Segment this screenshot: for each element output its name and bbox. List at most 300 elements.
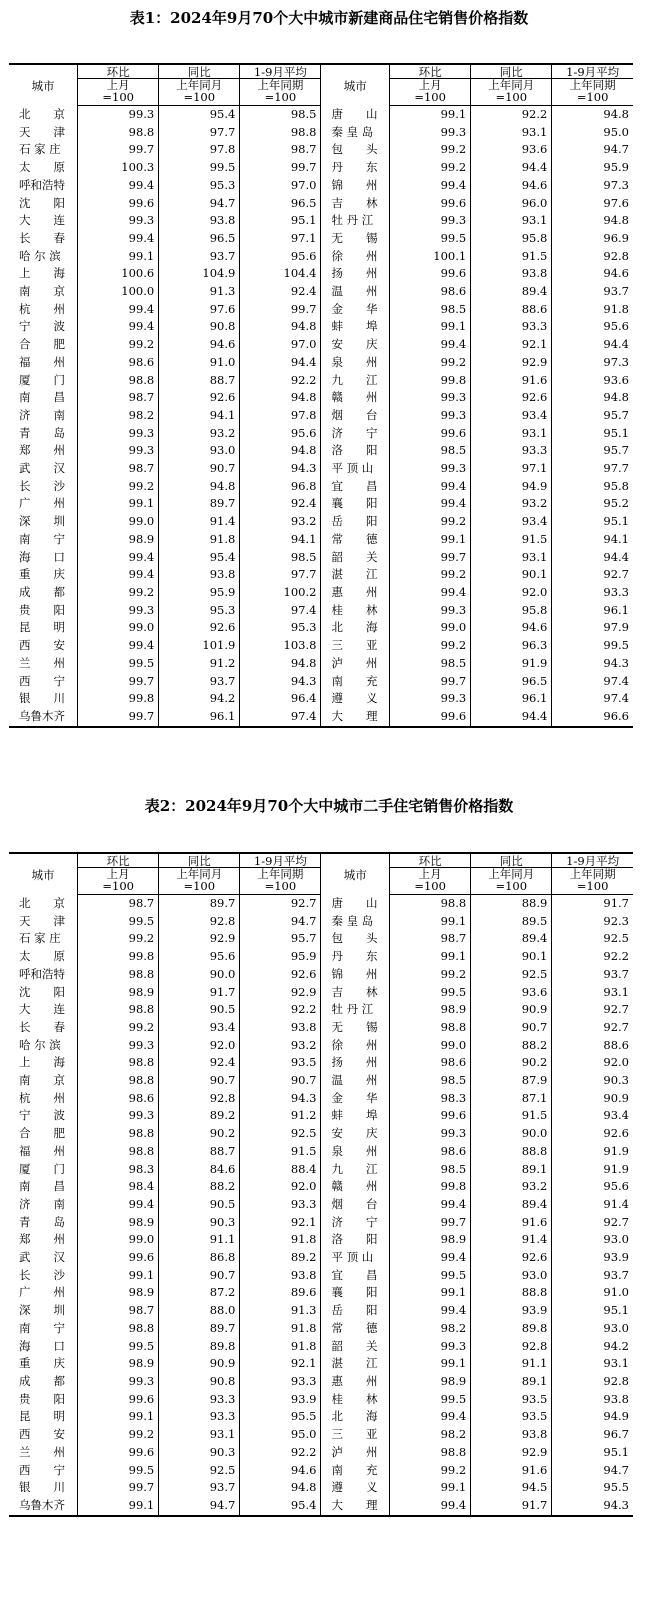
avg-value-cell: 94.3 xyxy=(552,655,633,673)
city-cell: 九 江 xyxy=(321,1161,390,1179)
table-row xyxy=(9,531,633,549)
mom-value-cell: 99.6 xyxy=(390,265,471,283)
avg-value-cell: 98.5 xyxy=(240,106,321,124)
yoy-value-cell: 96.1 xyxy=(471,690,552,708)
avg-value-cell: 95.0 xyxy=(552,124,633,142)
city-cell: 桂 林 xyxy=(321,602,390,620)
table-row xyxy=(9,1320,633,1338)
avg-value-cell: 94.1 xyxy=(240,531,321,549)
mom-value-cell: 99.2 xyxy=(78,930,159,948)
yoy-value-cell: 97.6 xyxy=(159,301,240,319)
avg-value-cell: 97.7 xyxy=(552,460,633,478)
city-cell: 蚌 埠 xyxy=(321,318,390,336)
yoy-value-cell: 91.0 xyxy=(159,354,240,372)
city-cell: 秦 皇 岛 xyxy=(321,913,390,931)
avg-value-cell: 92.1 xyxy=(240,1355,321,1373)
yoy-value-cell: 95.9 xyxy=(159,584,240,602)
avg-value-cell: 94.8 xyxy=(240,442,321,460)
mom-sub1-2: 上月 xyxy=(390,868,471,881)
mom-value-cell: 98.9 xyxy=(390,1001,471,1019)
yoy-value-cell: 95.8 xyxy=(471,230,552,248)
yoy-value-cell: 97.8 xyxy=(159,141,240,159)
city-cell: 无 锡 xyxy=(321,1019,390,1037)
city-cell: 福 州 xyxy=(19,354,65,369)
mom-value-cell: 98.3 xyxy=(78,1161,159,1179)
city-cell: 南 宁 xyxy=(19,1320,65,1335)
avg-value-cell: 94.1 xyxy=(552,531,633,549)
table-row xyxy=(9,1178,633,1196)
avg-value-cell: 90.3 xyxy=(552,1072,633,1090)
avg-sub2: =100 xyxy=(240,91,321,106)
city-cell: 成 都 xyxy=(19,1373,65,1388)
city-cell: 丹 东 xyxy=(321,948,390,966)
city-cell: 平 顶 山 xyxy=(321,460,390,478)
mom-value-cell: 98.7 xyxy=(78,895,159,913)
yoy-value-cell: 90.9 xyxy=(471,1001,552,1019)
city-header: 城市 xyxy=(9,853,78,895)
city-cell: 呼和浩特 xyxy=(19,966,65,981)
yoy-value-cell: 89.5 xyxy=(471,913,552,931)
mom-value-cell: 99.4 xyxy=(390,495,471,513)
city-cell: 昆 明 xyxy=(19,1409,65,1424)
city-cell: 兰 州 xyxy=(19,1444,65,1459)
yoy-value-cell: 88.7 xyxy=(159,1143,240,1161)
yoy-value-cell: 93.1 xyxy=(471,212,552,230)
city-cell: 大 连 xyxy=(19,1002,65,1017)
mom-value-cell: 98.9 xyxy=(78,1214,159,1232)
yoy-value-cell: 89.2 xyxy=(159,1107,240,1125)
mom-value-cell: 99.0 xyxy=(78,513,159,531)
avg-value-cell: 95.5 xyxy=(552,1479,633,1497)
avg-value-cell: 92.2 xyxy=(552,948,633,966)
avg-value-cell: 92.9 xyxy=(240,984,321,1002)
table-row xyxy=(9,1267,633,1285)
city-cell: 宁 波 xyxy=(19,319,65,334)
city-cell: 长 沙 xyxy=(19,1267,65,1282)
table-row xyxy=(9,478,633,496)
city-cell: 沈 阳 xyxy=(19,195,65,210)
mom-value-cell: 100.0 xyxy=(78,283,159,301)
avg-value-cell: 97.1 xyxy=(240,230,321,248)
city-cell: 大 理 xyxy=(321,708,390,727)
mom-value-cell: 99.3 xyxy=(78,442,159,460)
yoy-value-cell: 94.1 xyxy=(159,407,240,425)
mom-value-cell: 98.5 xyxy=(390,301,471,319)
city-cell: 北 海 xyxy=(321,1408,390,1426)
mom-value-cell: 98.7 xyxy=(78,1302,159,1320)
avg-value-cell: 93.0 xyxy=(552,1231,633,1249)
city-cell: 石 家 庄 xyxy=(19,142,61,157)
city-cell: 金 华 xyxy=(321,1090,390,1108)
city-cell: 深 圳 xyxy=(19,514,65,529)
city-cell: 广 州 xyxy=(19,1285,65,1300)
mom-value-cell: 98.8 xyxy=(78,1125,159,1143)
mom-value-cell: 99.7 xyxy=(78,673,159,691)
mom-value-cell: 98.3 xyxy=(390,1090,471,1108)
yoy-header: 同比 xyxy=(159,853,240,868)
yoy-value-cell: 93.7 xyxy=(159,1479,240,1497)
mom-value-cell: 99.1 xyxy=(390,318,471,336)
city-cell: 沈 阳 xyxy=(19,984,65,999)
yoy-value-cell: 84.6 xyxy=(159,1161,240,1179)
city-cell: 蚌 埠 xyxy=(321,1107,390,1125)
city-cell: 金 华 xyxy=(321,301,390,319)
yoy-sub1: 上年同月 xyxy=(159,79,240,92)
yoy-value-cell: 88.2 xyxy=(471,1037,552,1055)
mom-value-cell: 98.5 xyxy=(390,655,471,673)
avg-value-cell: 96.4 xyxy=(240,690,321,708)
mom-value-cell: 99.3 xyxy=(78,212,159,230)
yoy-value-cell: 94.8 xyxy=(159,478,240,496)
avg-value-cell: 97.4 xyxy=(552,690,633,708)
mom-value-cell: 99.1 xyxy=(390,106,471,124)
avg-value-cell: 92.0 xyxy=(240,1178,321,1196)
city-cell: 太 原 xyxy=(19,949,65,964)
avg-value-cell: 96.7 xyxy=(552,1426,633,1444)
table2-body xyxy=(9,895,633,1516)
avg-value-cell: 94.9 xyxy=(552,1408,633,1426)
yoy-value-cell: 88.0 xyxy=(159,1302,240,1320)
city-cell: 合 肥 xyxy=(19,337,65,352)
mom-value-cell: 98.5 xyxy=(390,442,471,460)
city-cell: 遵 义 xyxy=(321,1479,390,1497)
yoy-value-cell: 91.1 xyxy=(471,1355,552,1373)
yoy-value-cell: 95.3 xyxy=(159,177,240,195)
yoy-value-cell: 90.8 xyxy=(159,318,240,336)
mom-value-cell: 99.6 xyxy=(390,425,471,443)
city-cell: 安 庆 xyxy=(321,336,390,354)
yoy-value-cell: 91.6 xyxy=(471,1214,552,1232)
mom-value-cell: 99.5 xyxy=(78,1338,159,1356)
mom-sub2: =100 xyxy=(78,880,159,895)
table-row xyxy=(9,124,633,142)
avg-value-cell: 91.7 xyxy=(552,895,633,913)
table-row xyxy=(9,301,633,319)
table-row xyxy=(9,1408,633,1426)
avg-value-cell: 95.6 xyxy=(240,248,321,266)
city-cell: 武 汉 xyxy=(19,1250,65,1265)
avg-value-cell: 94.8 xyxy=(552,106,633,124)
city-cell: 平 顶 山 xyxy=(321,1249,390,1267)
yoy-value-cell: 90.7 xyxy=(159,1267,240,1285)
mom-value-cell: 99.2 xyxy=(78,336,159,354)
city-cell: 太 原 xyxy=(19,160,65,175)
mom-value-cell: 100.1 xyxy=(390,248,471,266)
yoy-value-cell: 93.0 xyxy=(159,442,240,460)
mom-value-cell: 99.1 xyxy=(390,531,471,549)
avg-value-cell: 99.7 xyxy=(240,159,321,177)
mom-value-cell: 99.5 xyxy=(390,1391,471,1409)
avg-value-cell: 103.8 xyxy=(240,637,321,655)
avg-value-cell: 93.7 xyxy=(552,283,633,301)
yoy-value-cell: 93.4 xyxy=(471,513,552,531)
yoy-sub1-2: 上年同月 xyxy=(471,79,552,92)
table-row xyxy=(9,1284,633,1302)
mom-value-cell: 98.4 xyxy=(78,1178,159,1196)
city-cell: 惠 州 xyxy=(321,584,390,602)
mom-value-cell: 99.7 xyxy=(390,549,471,567)
avg-value-cell: 94.7 xyxy=(552,141,633,159)
mom-value-cell: 98.6 xyxy=(78,1090,159,1108)
mom-value-cell: 99.4 xyxy=(78,637,159,655)
table-row xyxy=(9,708,633,727)
table-row xyxy=(9,407,633,425)
city-cell: 南 充 xyxy=(321,1462,390,1480)
yoy-value-cell: 93.1 xyxy=(471,549,552,567)
avg-value-cell: 93.8 xyxy=(552,1391,633,1409)
city-cell: 宜 昌 xyxy=(321,1267,390,1285)
yoy-value-cell: 93.3 xyxy=(159,1408,240,1426)
avg-value-cell: 96.9 xyxy=(552,230,633,248)
yoy-sub2: =100 xyxy=(159,880,240,895)
city-cell: 吉 林 xyxy=(321,984,390,1002)
yoy-value-cell: 90.7 xyxy=(471,1019,552,1037)
mom-value-cell: 99.2 xyxy=(390,637,471,655)
city-cell: 海 口 xyxy=(19,1338,65,1353)
mom-value-cell: 99.3 xyxy=(390,389,471,407)
yoy-value-cell: 93.6 xyxy=(471,984,552,1002)
avg-value-cell: 94.8 xyxy=(240,389,321,407)
mom-value-cell: 98.5 xyxy=(390,1161,471,1179)
table-row xyxy=(9,1355,633,1373)
yoy-value-cell: 89.4 xyxy=(471,930,552,948)
mom-value-cell: 98.6 xyxy=(78,354,159,372)
yoy-value-cell: 87.9 xyxy=(471,1072,552,1090)
city-header: 城市 xyxy=(9,64,78,106)
city-cell: 南 昌 xyxy=(19,1179,65,1194)
mom-value-cell: 99.5 xyxy=(78,913,159,931)
table-row xyxy=(9,619,633,637)
avg-value-cell: 94.6 xyxy=(240,1462,321,1480)
yoy-sub2-2: =100 xyxy=(471,880,552,895)
yoy-value-cell: 90.2 xyxy=(159,1125,240,1143)
city-cell: 牡 丹 江 xyxy=(321,212,390,230)
avg-value-cell: 90.9 xyxy=(552,1090,633,1108)
table-row xyxy=(9,1019,633,1037)
yoy-value-cell: 95.4 xyxy=(159,106,240,124)
avg-value-cell: 91.3 xyxy=(240,1302,321,1320)
mom-value-cell: 98.8 xyxy=(78,1001,159,1019)
avg-value-cell: 89.2 xyxy=(240,1249,321,1267)
table-row xyxy=(9,566,633,584)
city-cell: 安 庆 xyxy=(321,1125,390,1143)
city-cell: 长 春 xyxy=(19,1019,65,1034)
yoy-value-cell: 93.8 xyxy=(159,566,240,584)
yoy-value-cell: 92.6 xyxy=(159,389,240,407)
mom-value-cell: 98.9 xyxy=(78,1284,159,1302)
yoy-value-cell: 92.6 xyxy=(471,389,552,407)
city-cell: 呼和浩特 xyxy=(19,177,65,192)
city-cell: 西 宁 xyxy=(19,1462,65,1477)
city-cell: 南 京 xyxy=(19,284,65,299)
table-row xyxy=(9,1497,633,1516)
table1 xyxy=(9,63,633,728)
mom-value-cell: 99.2 xyxy=(390,513,471,531)
mom-value-cell: 98.8 xyxy=(78,372,159,390)
city-cell: 昆 明 xyxy=(19,620,65,635)
mom-value-cell: 98.8 xyxy=(390,1444,471,1462)
avg-value-cell: 98.8 xyxy=(240,124,321,142)
avg-value-cell: 97.4 xyxy=(552,673,633,691)
mom-value-cell: 99.4 xyxy=(390,1196,471,1214)
yoy-value-cell: 92.0 xyxy=(159,1037,240,1055)
yoy-value-cell: 92.9 xyxy=(159,930,240,948)
mom-value-cell: 98.8 xyxy=(78,1054,159,1072)
yoy-value-cell: 92.0 xyxy=(471,584,552,602)
table-row xyxy=(9,425,633,443)
mom-value-cell: 99.3 xyxy=(390,1338,471,1356)
city-cell: 唐 山 xyxy=(321,106,390,124)
yoy-value-cell: 99.5 xyxy=(159,159,240,177)
avg-value-cell: 95.8 xyxy=(552,478,633,496)
avg-value-cell: 93.3 xyxy=(240,1196,321,1214)
yoy-value-cell: 92.9 xyxy=(471,1444,552,1462)
city-cell: 唐 山 xyxy=(321,895,390,913)
mom-value-cell: 99.2 xyxy=(390,566,471,584)
yoy-value-cell: 96.0 xyxy=(471,195,552,213)
avg-value-cell: 95.4 xyxy=(240,1497,321,1516)
table-row xyxy=(9,495,633,513)
yoy-value-cell: 91.6 xyxy=(471,1462,552,1480)
avg-value-cell: 92.1 xyxy=(240,1214,321,1232)
table-row xyxy=(9,265,633,283)
yoy-value-cell: 93.5 xyxy=(471,1408,552,1426)
yoy-value-cell: 94.4 xyxy=(471,159,552,177)
avg-value-cell: 94.4 xyxy=(240,354,321,372)
city-cell: 哈 尔 滨 xyxy=(19,1037,61,1052)
avg-value-cell: 95.9 xyxy=(552,159,633,177)
yoy-value-cell: 90.9 xyxy=(159,1355,240,1373)
mom-value-cell: 100.3 xyxy=(78,159,159,177)
city-cell: 韶 关 xyxy=(321,549,390,567)
city-cell: 丹 东 xyxy=(321,159,390,177)
city-cell: 洛 阳 xyxy=(321,1231,390,1249)
yoy-value-cell: 97.7 xyxy=(159,124,240,142)
mom-value-cell: 99.4 xyxy=(78,301,159,319)
mom-value-cell: 99.6 xyxy=(390,195,471,213)
city-cell: 厦 门 xyxy=(19,372,65,387)
avg-value-cell: 92.2 xyxy=(240,1444,321,1462)
city-cell: 宁 波 xyxy=(19,1108,65,1123)
avg-value-cell: 93.6 xyxy=(552,372,633,390)
yoy-value-cell: 88.7 xyxy=(159,372,240,390)
table-row xyxy=(9,1391,633,1409)
avg-value-cell: 95.6 xyxy=(552,1178,633,1196)
avg-value-cell: 97.9 xyxy=(552,619,633,637)
yoy-value-cell: 90.3 xyxy=(159,1444,240,1462)
city-cell: 徐 州 xyxy=(321,1037,390,1055)
table-row xyxy=(9,948,633,966)
city-cell: 烟 台 xyxy=(321,1196,390,1214)
mom-value-cell: 98.7 xyxy=(78,389,159,407)
avg-value-cell: 93.0 xyxy=(552,1320,633,1338)
avg-value-cell: 91.9 xyxy=(552,1143,633,1161)
yoy-value-cell: 93.5 xyxy=(471,1391,552,1409)
yoy-value-cell: 93.4 xyxy=(159,1019,240,1037)
table-row xyxy=(9,549,633,567)
table-row xyxy=(9,1090,633,1108)
avg-value-cell: 95.1 xyxy=(552,1444,633,1462)
avg-value-cell: 91.8 xyxy=(240,1338,321,1356)
mom-sub2: =100 xyxy=(78,91,159,106)
yoy-value-cell: 91.1 xyxy=(159,1231,240,1249)
table-row xyxy=(9,389,633,407)
city-cell: 广 州 xyxy=(19,496,65,511)
avg-value-cell: 93.9 xyxy=(240,1391,321,1409)
avg-value-cell: 94.8 xyxy=(552,212,633,230)
avg-value-cell: 92.7 xyxy=(240,895,321,913)
table-row xyxy=(9,966,633,984)
city-cell: 宜 昌 xyxy=(321,478,390,496)
mom-value-cell: 99.4 xyxy=(390,584,471,602)
mom-value-cell: 99.1 xyxy=(390,913,471,931)
avg-value-cell: 92.5 xyxy=(552,930,633,948)
yoy-value-cell: 91.5 xyxy=(471,1107,552,1125)
yoy-value-cell: 96.3 xyxy=(471,637,552,655)
avg-value-cell: 94.8 xyxy=(240,655,321,673)
city-cell: 大 理 xyxy=(321,1497,390,1516)
avg-value-cell: 92.7 xyxy=(552,566,633,584)
city-cell: 厦 门 xyxy=(19,1161,65,1176)
city-cell: 惠 州 xyxy=(321,1373,390,1391)
mom-value-cell: 99.7 xyxy=(78,708,159,727)
yoy-value-cell: 91.7 xyxy=(471,1497,552,1516)
avg-value-cell: 97.3 xyxy=(552,354,633,372)
mom-value-cell: 99.4 xyxy=(390,336,471,354)
yoy-value-cell: 89.8 xyxy=(159,1338,240,1356)
city-cell: 贵 阳 xyxy=(19,1391,65,1406)
city-header-2: 城市 xyxy=(321,853,390,895)
mom-sub1-2: 上月 xyxy=(390,79,471,92)
avg-value-cell: 93.3 xyxy=(240,1373,321,1391)
city-cell: 济 宁 xyxy=(321,1214,390,1232)
avg-value-cell: 96.8 xyxy=(240,478,321,496)
city-cell: 青 岛 xyxy=(19,1214,65,1229)
mom-value-cell: 98.7 xyxy=(78,460,159,478)
yoy-value-cell: 90.1 xyxy=(471,948,552,966)
yoy-value-cell: 104.9 xyxy=(159,265,240,283)
avg-value-cell: 91.4 xyxy=(552,1196,633,1214)
yoy-value-cell: 90.7 xyxy=(159,1072,240,1090)
yoy-value-cell: 92.4 xyxy=(159,1054,240,1072)
yoy-value-cell: 88.8 xyxy=(471,1143,552,1161)
city-cell: 泉 州 xyxy=(321,354,390,372)
yoy-value-cell: 94.6 xyxy=(159,336,240,354)
mom-value-cell: 99.6 xyxy=(390,708,471,727)
city-cell: 长 沙 xyxy=(19,478,65,493)
city-cell: 北 海 xyxy=(321,619,390,637)
avg-value-cell: 97.7 xyxy=(240,566,321,584)
avg-value-cell: 95.3 xyxy=(240,619,321,637)
table-row xyxy=(9,1161,633,1179)
city-cell: 贵 阳 xyxy=(19,602,65,617)
city-cell: 重 庆 xyxy=(19,1356,65,1371)
yoy-value-cell: 94.2 xyxy=(159,690,240,708)
avg-sub2-2: =100 xyxy=(552,91,633,106)
mom-value-cell: 99.3 xyxy=(78,1107,159,1125)
yoy-value-cell: 90.0 xyxy=(471,1125,552,1143)
yoy-value-cell: 94.6 xyxy=(471,619,552,637)
avg-value-cell: 91.8 xyxy=(240,1320,321,1338)
avg-value-cell: 99.5 xyxy=(552,637,633,655)
table-row xyxy=(9,1072,633,1090)
table-row xyxy=(9,513,633,531)
avg-header-2: 1-9月平均 xyxy=(552,64,633,79)
avg-value-cell: 93.5 xyxy=(240,1054,321,1072)
mom-value-cell: 99.7 xyxy=(390,1214,471,1232)
yoy-value-cell: 89.4 xyxy=(471,1196,552,1214)
table-row xyxy=(9,1302,633,1320)
